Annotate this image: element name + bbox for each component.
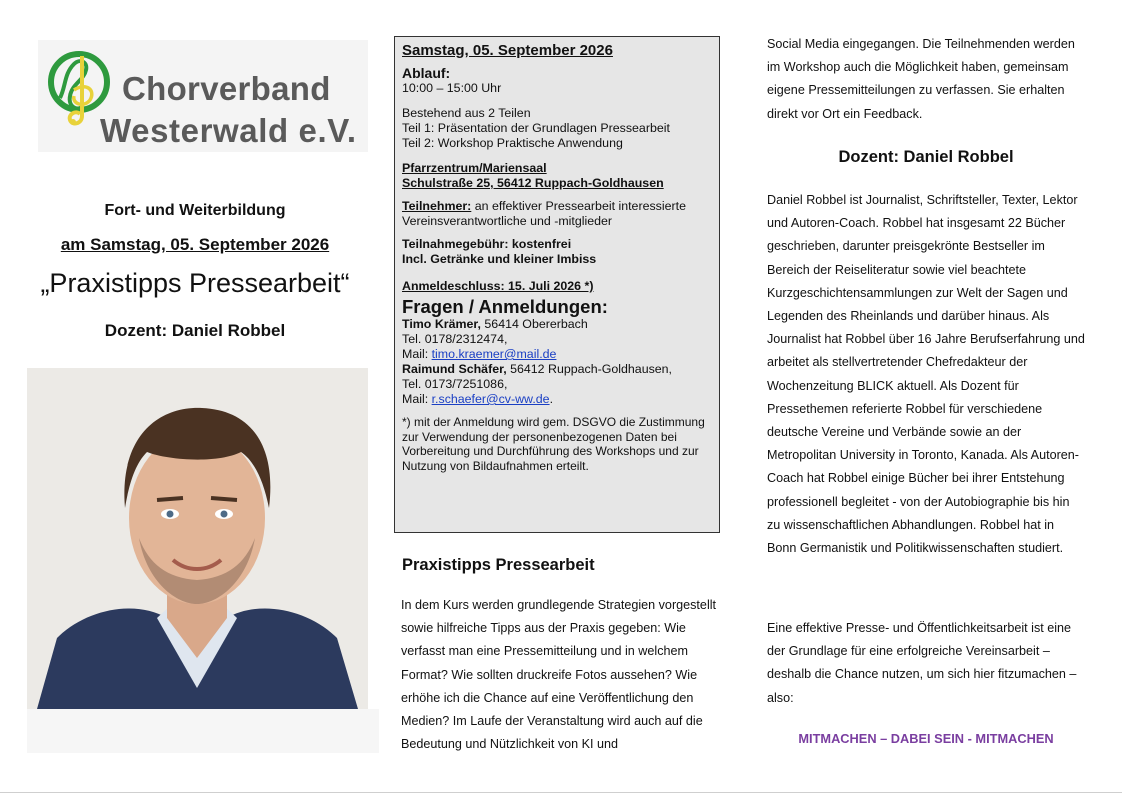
contact-2-mail-line — [402, 392, 712, 407]
lecturer-label: Dozent: Daniel Robbel — [104, 321, 286, 340]
info-date: Samstag, 05. September 2026 — [402, 42, 613, 59]
event-date: am Samstag, 05. September 2026 — [60, 235, 330, 254]
part-1: Teil 1: Präsentation der Grundlagen Pressearbeit — [402, 121, 670, 135]
contact-2-phone: Tel. 0173/7251086, — [402, 377, 508, 391]
course-description: In dem Kurs werden grundlegende Strategien vorgestellt sowie hilfreiche Tipps aus der Praxis gegeben: Wie verfasst man eine Pressemitteilung und in welchem Format? Wie sollten druckreife Fotos aussehen? Wie erhöhe ich die Chance auf eine Veröffentlichung den Medien? Im Laufe der Veranstaltung wird auch auf die Bedeutung und Nützlichkeit von KI und — [401, 598, 717, 752]
fee: Teilnahmegebühr: kostenfrei — [402, 237, 572, 251]
parts-intro: Bestehend aus 2 Teilen — [402, 106, 531, 120]
venue-address: Schulstraße 25, 56412 Ruppach-Goldhausen — [402, 176, 664, 190]
catering: Incl. Getränke und kleiner Imbiss — [402, 252, 597, 266]
participants — [402, 199, 712, 229]
logo-text-line1: Chorverband — [122, 70, 331, 107]
schedule-time: 10:00 – 15:00 Uhr — [402, 81, 502, 95]
contact-1-mail-line — [402, 347, 712, 362]
participants-label: Teilnehmer: — [402, 199, 472, 213]
photo-bottom-strip — [27, 709, 379, 753]
participants-text: an effektiver Pressearbeit interessierte Vereinsverantwortliche und -mitglieder — [402, 199, 686, 228]
questions-heading: Fragen / Anmeldungen: — [402, 296, 608, 317]
contact-2-email-link[interactable]: r.schaefer@cv-ww.de — [431, 392, 550, 406]
contact-1-email-link[interactable]: timo.kraemer@mail.de — [431, 347, 557, 361]
registration-deadline: Anmeldeschluss: 15. Juli 2026 *) — [402, 279, 594, 293]
event-title: „Praxistipps Pressearbeit“ — [40, 268, 350, 298]
contact-2-name: Raimund Schäfer, — [402, 362, 507, 376]
logo-text-line2: Westerwald e.V. — [100, 112, 357, 149]
contact-2-mail-label: Mail: — [402, 392, 432, 406]
portrait-image — [27, 368, 368, 709]
call-to-action: MITMACHEN – DABEI SEIN - MITMACHEN — [798, 731, 1054, 746]
privacy-footnote: *) mit der Anmeldung wird gem. DSGVO die Zustimmung zur Verwendung der personenbezogenen Daten bei Vorbereitung und Durchführung des Workshops und zur Nutzung von Bildaufnahmen erteilt. — [402, 415, 705, 473]
training-label: Fort- und Weiterbildung — [104, 202, 286, 219]
venue-name: Pfarrzentrum/Mariensaal — [402, 161, 547, 175]
contact-1-address: 56414 Obererbach — [480, 317, 588, 331]
page-bottom-rule — [0, 792, 1122, 793]
contact-1-mail-label: Mail: — [402, 347, 432, 361]
contact-2 — [402, 362, 712, 377]
course-description-continued: Social Media eingegangen. Die Teilnehmenden werden im Workshop auch die Möglichkeit haben, gemeinsam eigene Pressemitteilungen zu verfassen. Sie erhalten direkt vor Ort ein Feedback. — [767, 37, 1075, 121]
lecturer-bio: Daniel Robbel ist Journalist, Schriftsteller, Texter, Lektor und Autoren-Coach. Robbel hat insgesamt 22 Bücher geschrieben, darunter preisgekrönte Bestseller im Bereich der Reiseliteratur sowie viel beachtete Kurzgeschichtensammlungen zur Welt der Sagen und Legenden des Rheinlands und darüber hinaus. Als Journalist hat Robbel über 16 Jahre Berufserfahrung und arbeitet als stellvertretender Chefredakteur der Wochenzeitung BLICK aktuell. Als Dozent für Pressethemen referierte Robbel für verschiedene deutsche Vereine und Verbände sowie an der Metropolitan University in Toronto, Kanada. Als Autoren-Coach hat Robbel einige Bücher bei ihrer Entstehung professionell begleitet - von der Autobiographie bis hin zu wissenschaftlichen Abhandlungen. Robbel hat in Bonn Germanistik und Politikwissenschaften studiert. — [767, 193, 1085, 556]
closing-text: Eine effektive Presse- und Öffentlichkeitsarbeit ist eine der Grundlage für eine erfolgreiche Vereinsarbeit – deshalb die Chance nutzen, um sich hier fitzumachen – also: — [767, 621, 1077, 705]
event-info-box — [394, 36, 720, 533]
contact-1 — [402, 317, 712, 332]
course-heading: Praxistipps Pressearbeit — [402, 556, 595, 574]
contact-2-mail-end: . — [549, 392, 554, 406]
schedule-label: Ablauf: — [402, 65, 451, 81]
contact-1-phone: Tel. 0178/2312474, — [402, 332, 508, 346]
part-2: Teil 2: Workshop Praktische Anwendung — [402, 136, 623, 150]
lecturer-photo — [27, 368, 368, 709]
contact-1-name: Timo Krämer, — [402, 317, 481, 331]
contact-2-address: 56412 Ruppach-Goldhausen, — [506, 362, 673, 376]
logo — [38, 40, 368, 152]
lecturer-heading: Dozent: Daniel Robbel — [838, 148, 1014, 166]
